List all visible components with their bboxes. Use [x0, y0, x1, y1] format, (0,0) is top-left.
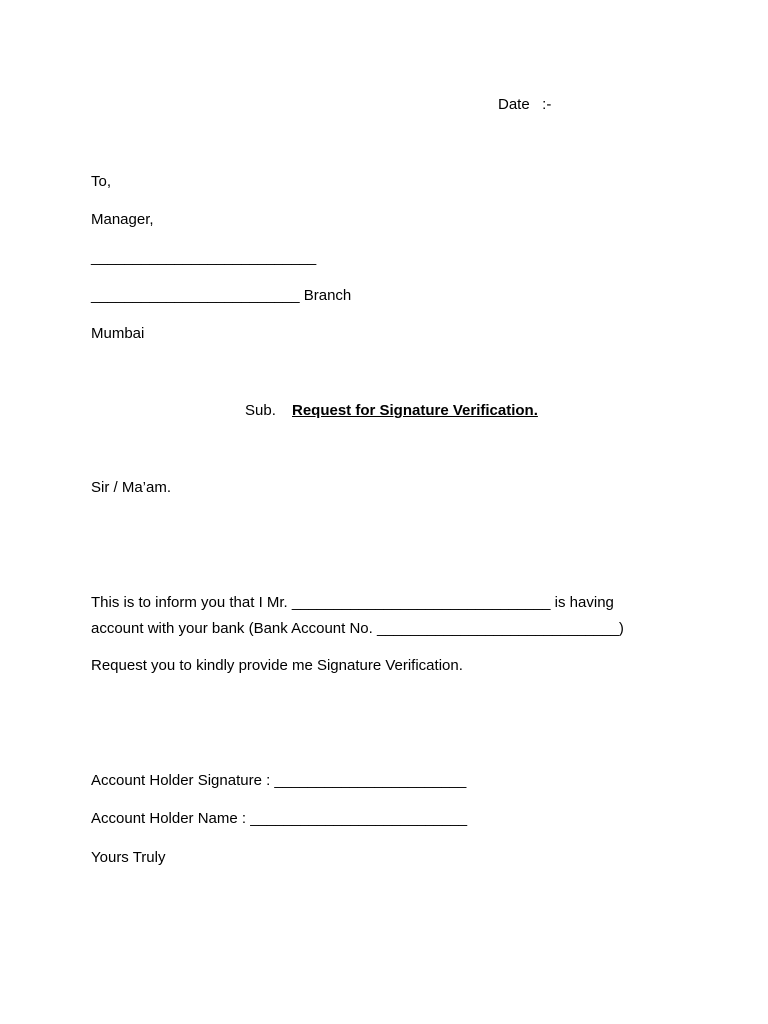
closing: Yours Truly: [91, 849, 166, 866]
salutation: Sir / Ma’am.: [91, 479, 172, 496]
name-line: Account Holder Name : __________________________: [91, 810, 468, 827]
recipient-city: Mumbai: [91, 325, 145, 342]
recipient-to: To,: [91, 173, 112, 190]
body-line-2: account with your bank (Bank Account No. _____________________________): [91, 620, 624, 637]
body-line-3: Request you to kindly provide me Signature Verification.: [91, 657, 463, 674]
body-line-1: This is to inform you that I Mr. _______________________________ is having: [91, 594, 614, 611]
signature-line: Account Holder Signature : _______________________: [91, 772, 467, 789]
subject-text: Request for Signature Verification.: [292, 402, 538, 419]
subject-label: Sub.: [245, 402, 276, 419]
recipient-branch-line: _________________________ Branch: [91, 287, 352, 304]
recipient-title: Manager,: [91, 211, 154, 228]
date-line: Date :-: [498, 96, 552, 113]
recipient-blank-line: ___________________________: [91, 249, 317, 266]
